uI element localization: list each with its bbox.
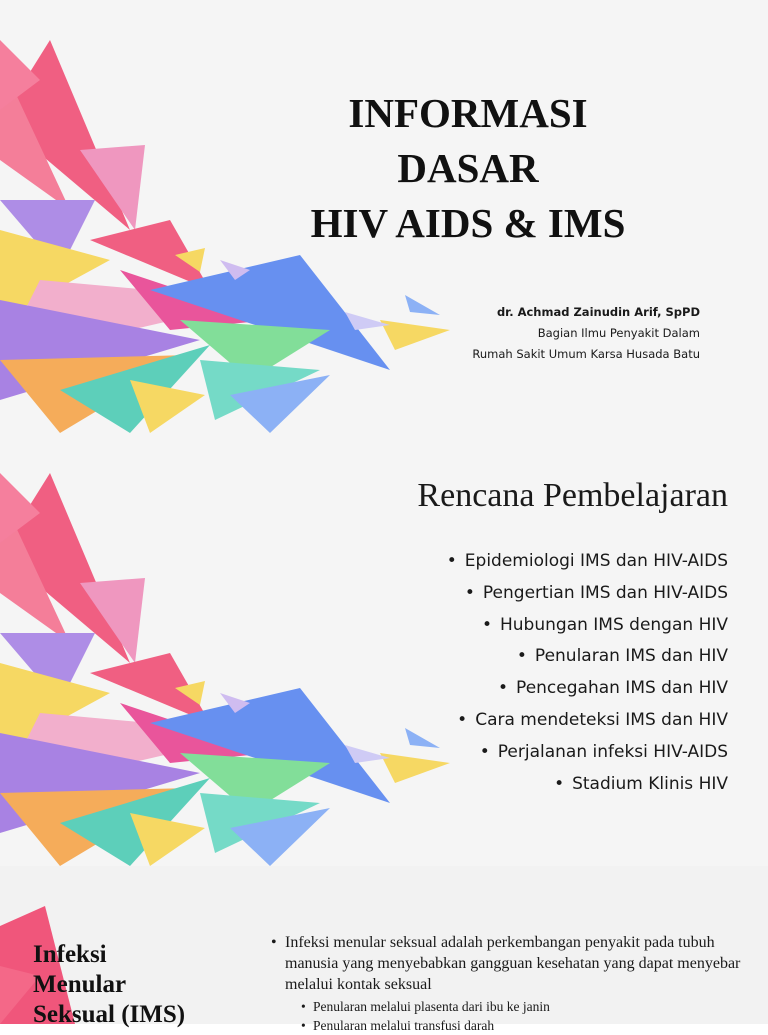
presentation-title	[240, 86, 696, 251]
author-block	[472, 302, 700, 365]
agenda-item: • Perjalanan infeksi HIV-AIDS	[447, 737, 728, 769]
title-line: Infeksi	[33, 941, 107, 968]
agenda-item: • Epidemiologi IMS dan HIV-AIDS	[447, 546, 728, 578]
agenda-title: Rencana Pembelajaran	[417, 477, 728, 514]
title-slide	[0, 0, 768, 433]
hospital: Rumah Sakit Umum Karsa Husada Batu	[472, 347, 700, 361]
sub-bullet: • Penularan melalui transfusi darah	[301, 1016, 751, 1035]
slide-body	[271, 932, 751, 1035]
title-line: HIV AIDS & IMS	[310, 200, 626, 246]
author-name: dr. Achmad Zainudin Arif, SpPD	[496, 305, 700, 319]
agenda-item: • Hubungan IMS dengan HIV	[447, 610, 728, 642]
agenda-item: • Pengertian IMS dan HIV-AIDS	[447, 578, 728, 610]
bullet-text: • Infeksi menular seksual adalah perkembangan penyakit pada tubuh manusia yang menyebabkan gangguan kesehatan yang dapat menyebar melalui kontak seksual	[271, 932, 751, 995]
agenda-list	[447, 546, 728, 800]
sub-bullet: • Penularan melalui plasenta dari ibu ke janin	[301, 997, 751, 1016]
sub-bullet-list	[271, 997, 751, 1035]
title-line: Seksual (IMS)	[33, 1001, 186, 1028]
agenda-item: • Penularan IMS dan HIV	[447, 641, 728, 673]
title-line: DASAR	[397, 145, 539, 191]
slide-title	[33, 940, 185, 1030]
title-line: INFORMASI	[348, 90, 588, 136]
agenda-item: • Stadium Klinis HIV	[447, 769, 728, 801]
agenda-item: • Cara mendeteksi IMS dan HIV	[447, 705, 728, 737]
agenda-item: • Pencegahan IMS dan HIV	[447, 673, 728, 705]
title-line: Menular	[33, 971, 127, 998]
department: Bagian Ilmu Penyakit Dalam	[537, 326, 700, 340]
